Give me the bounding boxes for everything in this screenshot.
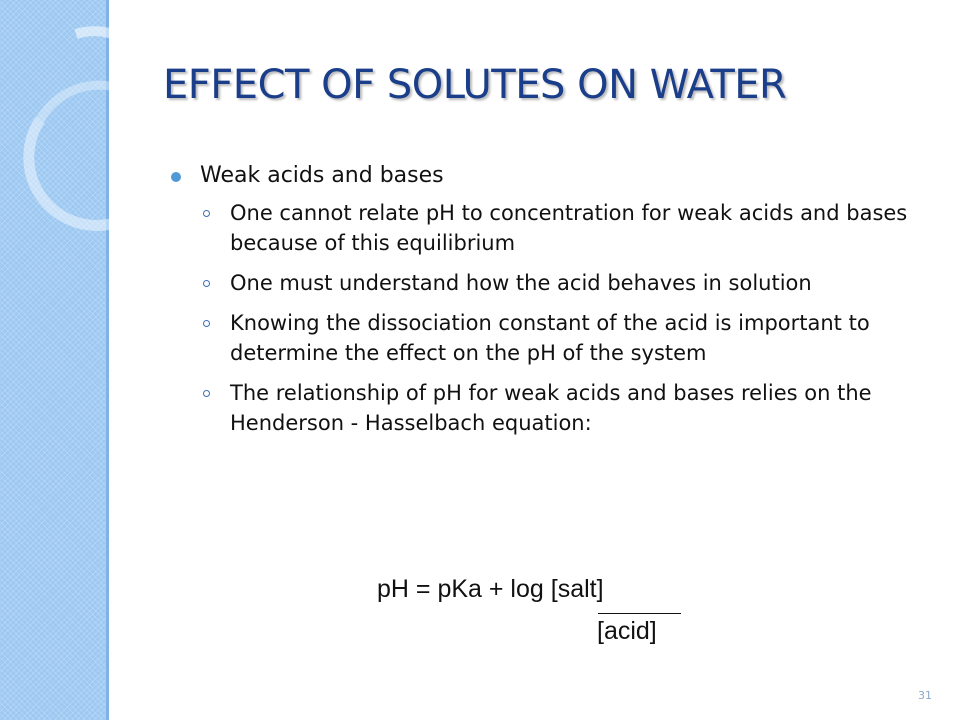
sub-bullet-text: Knowing the dissociation constant of the acid is important to determine the effect on the pH of the system [230,311,870,365]
sub-bullet-text: One must understand how the acid behaves in solution [230,271,812,295]
sub-bullet-text: The relationship of pH for weak acids and bases relies on the Henderson - Hasselbach equation: [230,381,872,435]
sub-bullet-item [165,308,925,368]
formula-lhs-text: pH = pKa + log [377,575,544,603]
formula-left-side [377,575,604,604]
sub-bullet-ring-icon [203,280,210,287]
sub-bullet-text: One cannot relate pH to concentration for weak acids and bases because of this equilibrium [230,201,908,255]
sub-bullet-ring-icon [203,320,210,327]
sub-bullet-item [165,268,925,298]
bullet-dot-icon [171,172,181,182]
slide-title: EFFECT OF SOLUTES ON WATER [163,62,787,108]
formula-denominator: [acid] [597,617,657,645]
sub-bullet-item [165,198,925,258]
bullet-item [165,160,925,192]
slide-number: 31 [918,689,932,702]
decorative-rings-icon [0,0,160,260]
sub-bullet-item [165,378,925,438]
fraction-bar [598,613,681,614]
sub-bullet-ring-icon [203,210,210,217]
bullet-text: Weak acids and bases [200,163,444,188]
sub-bullet-ring-icon [203,390,210,397]
slide-content [165,160,925,448]
formula-numerator: [salt] [550,575,604,603]
